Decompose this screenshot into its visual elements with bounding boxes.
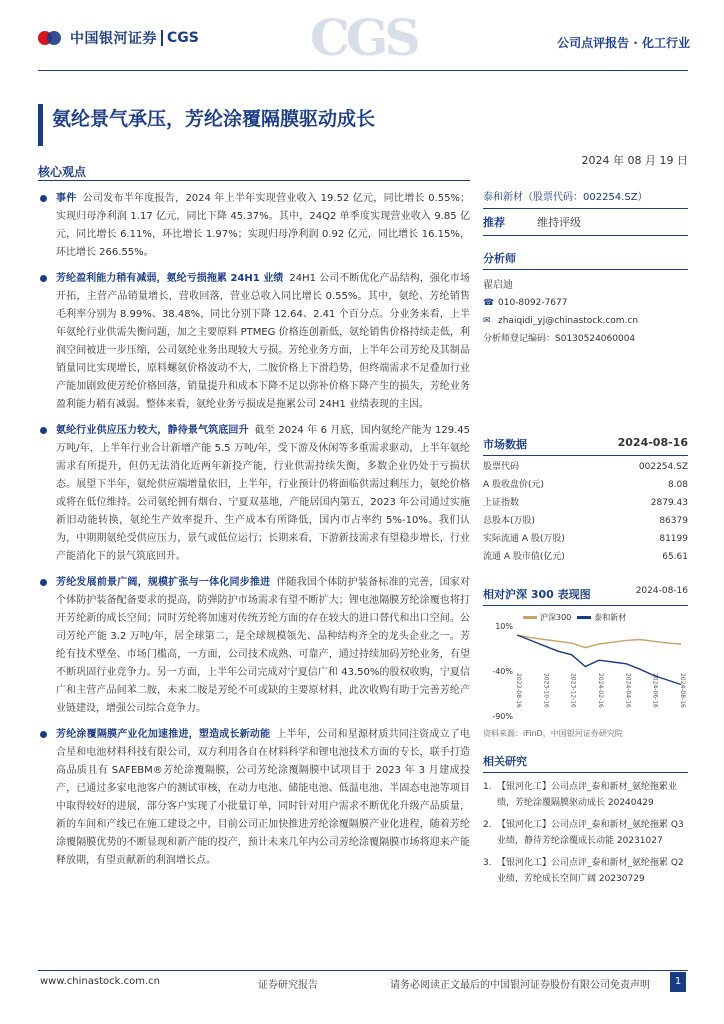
cert-text: 分析师登记编码：S0130524060004 (483, 334, 636, 344)
x-tick-label: 2023-12-16 (569, 673, 577, 708)
market-heading (483, 436, 688, 453)
market-row-label: 实际流通 A 股(万股) (483, 534, 565, 544)
paragraph-aramid (38, 574, 470, 718)
related-item-text[interactable]: 【银河化工】公司点评_泰和新材_氨纶拖累 Q3 业绩，静待芳纶涂覆成长动能 20231027 (497, 820, 684, 846)
rating-row (483, 211, 688, 233)
side-divider (483, 605, 688, 606)
footer-url[interactable]: www.chinastock.com.cn (40, 976, 160, 987)
market-row-value: 65.61 (662, 552, 688, 562)
paragraph-spandex (38, 422, 470, 566)
logo-text-en: CGS (161, 30, 199, 46)
analyst-cert (483, 330, 688, 348)
legend-item-company (577, 612, 626, 623)
sidebar (483, 190, 688, 887)
y-tick-label: -40% (492, 667, 513, 676)
related-item[interactable] (483, 779, 688, 811)
bullet-icon (40, 195, 47, 202)
market-date: 2024-08-16 (617, 436, 688, 449)
company-code: 泰和新材（股票代码：002254.SZ） (483, 192, 648, 203)
bullet-icon (40, 275, 47, 282)
y-tick-label: -90% (492, 712, 513, 721)
related-item-text[interactable]: 【银河化工】公司点评_泰和新材_氨纶拖累 Q2 业绩，芳纶成长空间广阔 20230729 (497, 858, 684, 884)
chart-heading (483, 586, 688, 603)
email-text[interactable]: zhaiqidi_yj@chinastock.com.cn (498, 316, 639, 326)
side-divider (483, 455, 688, 456)
paragraph-lead: 事件 (56, 193, 77, 204)
chart-source: 资料来源：iFinD，中国银河证券研究院 (483, 729, 623, 738)
footer-report-type: 证券研究报告 (258, 980, 318, 991)
footer-divider (38, 970, 688, 971)
analyst-name: 翟启迪 (483, 280, 513, 291)
email-icon: ✉ (483, 316, 491, 326)
related-item[interactable] (483, 817, 688, 849)
side-divider (483, 208, 688, 209)
report-type: 公司点评报告 · 化工行业 (557, 36, 690, 50)
related-list (483, 779, 688, 887)
market-row-value: 2879.43 (650, 498, 688, 508)
x-tick-label: 2024-06-16 (651, 673, 659, 708)
market-row (483, 512, 688, 530)
paragraph-separator (38, 726, 470, 870)
market-row-value: 8.08 (667, 480, 688, 490)
bullet-icon (40, 427, 47, 434)
market-row-value: 81199 (659, 534, 688, 544)
chart-heading-text: 相对沪深 300 表现图 (483, 588, 591, 601)
side-divider (483, 269, 688, 270)
market-row-label: 流通 A 股市值(亿元) (483, 552, 565, 562)
report-title: 氨纶景气承压，芳纶涂覆隔膜驱动成长 (52, 108, 376, 130)
market-row-value: 002254.SZ (638, 462, 688, 472)
related-heading (483, 753, 688, 770)
x-tick-label: 2024-04-16 (624, 673, 632, 708)
legend-label: 泰和新材 (594, 613, 627, 622)
paragraph-lead: 氨纶行业供应压力较大，静待景气筑底回升 (56, 425, 249, 436)
related-item-number: 2. (483, 820, 492, 830)
core-view-divider (38, 180, 470, 181)
related-heading-text: 相关研究 (483, 755, 527, 768)
chart-date: 2024-08-16 (635, 586, 688, 596)
phone-text: 010-8092-7677 (498, 298, 568, 308)
side-divider (483, 772, 688, 773)
chart-svg (483, 612, 688, 724)
bullet-icon (40, 731, 47, 738)
title-accent-bar (38, 104, 43, 146)
logo-text-cn: 中国银河证券 (70, 31, 157, 47)
market-row-label: 总股本(万股) (483, 516, 536, 526)
market-row (483, 476, 688, 494)
market-row-label: A 股收盘价(元) (483, 480, 545, 490)
related-item[interactable] (483, 855, 688, 887)
series-line-hs300 (517, 635, 681, 648)
related-item-text[interactable]: 【银河化工】公司点评_泰和新材_氨纶拖累业绩，芳纶涂覆隔膜驱动成长 20240429 (497, 782, 678, 808)
y-tick-label: 10% (495, 622, 513, 631)
x-tick-label: 2023-08-16 (515, 673, 522, 708)
core-view-heading: 核心观点 (38, 165, 87, 179)
legend-swatch (577, 616, 591, 619)
x-tick-label: 2024-02-16 (597, 673, 604, 708)
logo-mark-icon (38, 28, 64, 48)
paragraph-text: 上半年，公司和星源材质共同注资成立了电合星和电池材料科技有限公司，双方利用各自在材料科学和锂电池技术方面的专长，联手打造高品质且有 SAFEBM®芳纶涂覆隔膜，公司芳纶涂覆隔膜中试项目于 2023 年 3 月建成投产，已通过多家电池客户的测试审核，在动力电池、储能电池、低温电池、半固态电池等项目中取得较好的进展，部分客户实现了小批量订单，同时针对用户需求不断优化升级产品质量，新的车间和产线已在施工建设之中，目前公司正加快推进芳纶涂覆隔膜产业化进程，随着芳纶涂覆隔膜优势的不断显现和新产能的投产，预计未来几年内公司芳纶涂覆隔膜市场将迎来产能释放期，有望贡献新的利润增长点。 (56, 729, 471, 866)
main-content (38, 190, 470, 878)
company-logo (38, 28, 199, 48)
market-heading-text: 市场数据 (483, 438, 527, 451)
market-row-label: 上证指数 (483, 498, 520, 508)
market-row-value: 86379 (659, 516, 688, 526)
header-divider (38, 70, 688, 71)
market-row-label: 股票代码 (483, 462, 520, 472)
paragraph-event (38, 190, 470, 262)
paragraph-text: 截至 2024 年 6 月底，国内氨纶产能为 129.45 万吨/年，上半年行业合计新增产能 5.5 万吨/年，受下游及休闲等多重需求驱动，上半年氨纶需求有所提升，但仍无法消化近两年新投产能，行业供需持续失衡，多数企业仍处于亏损状态。展望下半年，氨纶供应端增量依旧，上半年，行业预计仍将面临供需过剩压力，氨纶价格或将在低位维持。公司氨纶拥有烟台、宁夏双基地，产能居国内第五，2023 年公司通过实施新旧动能转换，氨纶生产效率提升、生产成本有所降低，国内市占率约 5%-10%。我们认为，中期期氨纶受供应压力，景气或低位运行；长期来看，下游新技需求有望稳步增长，行业产能消化下的景气筑底回升。 (56, 425, 471, 562)
x-tick-label: 2024-08-16 (679, 673, 686, 708)
analyst-email[interactable] (483, 312, 688, 330)
rating-label: 推荐 (483, 216, 505, 229)
page-footer (0, 960, 724, 1000)
paragraph-profit (38, 270, 470, 414)
chart-legend (523, 612, 626, 623)
side-divider (483, 235, 688, 236)
market-row (483, 530, 688, 548)
analyst-phone (483, 294, 688, 312)
header-watermark: CGS (310, 8, 417, 67)
footer-disclaimer: 请务必阅读正文最后的中国银河证券股份有限公司免责声明 (390, 980, 650, 991)
related-item-number: 3. (483, 858, 492, 868)
related-item-number: 1. (483, 782, 492, 792)
analyst-heading (483, 250, 688, 267)
paragraph-text: 伴随我国个体防护装备标准的完善，国家对个体防护装备配备要求的提高，防弹防护市场需求有望不断扩大；锂电池隔膜芳纶涂覆也将打开芳纶新的成长空间；同时芳纶将加速对传统芳纶方面的存在较大的进口替代和出口空间。公司芳纶产能 3.2 万吨/年，居全球第二，是全球规模领先、品种结构齐全的龙头企业之一。芳纶有技术壁垒、市场门槛高，一方面，公司技术成熟、可靠产，通过持续加码芳纶业务，有望不断巩固行业竞争力。另一方面，上半年公司完成对宁夏信广和 43.50%的股权收购，宁夏信广和主营产品间苯二胺，未来二胺是芳纶不可或缺的主要原材料，此次收购有助于完善芳纶产业链建设，增强公司综合竞争力。 (56, 577, 471, 714)
analyst-heading-text: 分析师 (483, 252, 516, 265)
page-header (0, 0, 724, 80)
legend-swatch (523, 616, 537, 619)
market-row (483, 458, 688, 476)
relative-performance-chart (483, 612, 688, 724)
paragraph-lead: 芳纶发展前景广阔，规模扩张与一体化同步推进 (56, 577, 271, 588)
market-row (483, 494, 688, 512)
market-row (483, 548, 688, 566)
bullet-icon (40, 579, 47, 586)
paragraph-lead: 芳纶盈利能力稍有减弱，氨纶亏损拖累 24H1 业绩 (56, 273, 284, 284)
phone-icon: ☎ (483, 298, 495, 308)
rating-value: 维持评级 (537, 216, 581, 229)
page-number: 1 (670, 972, 686, 992)
legend-label: 沪深300 (540, 613, 572, 622)
paragraph-text: 24H1 公司不断优化产品结构，强化市场开拓，主营产品销量增长，营收回落，营业总收入同比增长 0.55%。其中，氨纶、芳纶销售毛利率分别为 8.99%、38.48%，同比分别下降 12.64、2.41 个百分点。分业务来看，上半年氨纶行业供需失衡问题，加之主要原料 PTMEG 价格连创新低，氨纶销售价格持续走低，利润空间被进一步压缩，公司氨纶业务出现较大亏损。芳纶业务方面，上半年公司芳纶及其制品销量同比实现增长，原料螺氨价格波动不大，二胺价格上下滑趋势，但终端需求不足叠加行业产能加剧致使芳纶价格回落，销量提升和成本下降不足以弥补价格下降产生的损失，芳纶业务盈利能力稍有减弱。整体来看，氨纶业务亏损成是拖累公司 24H1 业绩表现的主因。 (56, 273, 470, 410)
legend-item-hs300 (523, 612, 571, 623)
paragraph-text: 公司发布半年度报告，2024 年上半年实现营业收入 19.52 亿元，同比增长 0.55%；实现归母净利润 1.17 亿元，同比下降 45.37%。其中，24Q2 单季度实现营业收入 9.85 亿元，同比增长 6.11%，环比增长 1.97%；实现归母净利润 0.92 亿元，同比增长 16.15%，环比增长 266.55%。 (56, 193, 471, 258)
market-table (483, 458, 688, 566)
paragraph-lead: 芳纶涂覆隔膜产业化加速推进，塑造成长新动能 (56, 729, 271, 740)
x-tick-label: 2023-10-16 (542, 673, 550, 708)
report-date: 2024 年 08 月 19 日 (581, 154, 688, 167)
